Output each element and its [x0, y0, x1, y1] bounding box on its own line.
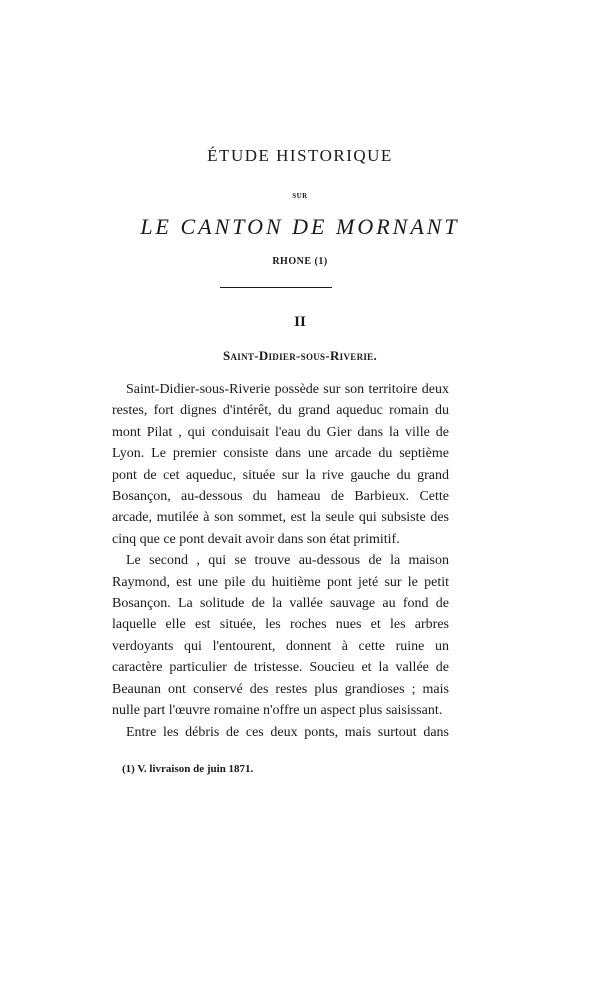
separator-rule — [220, 287, 332, 288]
subtitle-sur: SUR — [292, 192, 308, 200]
section-number: II — [294, 314, 306, 330]
paragraph: Entre les débris de ces deux ponts, mais surtout dans — [126, 724, 449, 740]
canton-title: LE CANTON DE MORNANT — [140, 214, 460, 239]
footnote: (1) V. livraison de juin 1871. — [122, 763, 254, 775]
paragraph: Le second , qui se trouve au-dessous de la maison Raymond, est une pile du huitième pont jeté sur le petit Bosançon. La solitude de la vallée sauvage au fond de laquelle elle est située, les roches nues et les arbres verdoyants qui l'entourent, donnent à cette ruine un caractère particulier de tristesse. Soucieu et la vallée de Beaunan ont conservé des restes plus grandioses ; mais nulle part l'œuvre romaine n'offre un aspect plus saisissant. — [112, 553, 449, 719]
body-text — [112, 379, 449, 743]
section-title: Saint-Didier-sous-Riverie. — [222, 348, 378, 363]
paragraph: Saint-Didier-sous-Riverie possède sur son territoire deux restes, fort dignes d'intérêt, du grand aqueduc romain du mont Pilat , qui conduisait l'eau du Gier dans la ville de Lyon. Le premier consiste dans une arcade du septième pont de cet aqueduc, située sur la rive gauche du grand Bosançon, au-dessous du hameau de Barbieux. Cette arcade, mutilée à son sommet, est la seule qui subsiste des cinq que ce pont devait avoir dans son état primitif. — [112, 382, 449, 547]
region-label: RHONE (1) — [272, 256, 328, 267]
main-title: ÉTUDE HISTORIQUE — [207, 146, 393, 165]
